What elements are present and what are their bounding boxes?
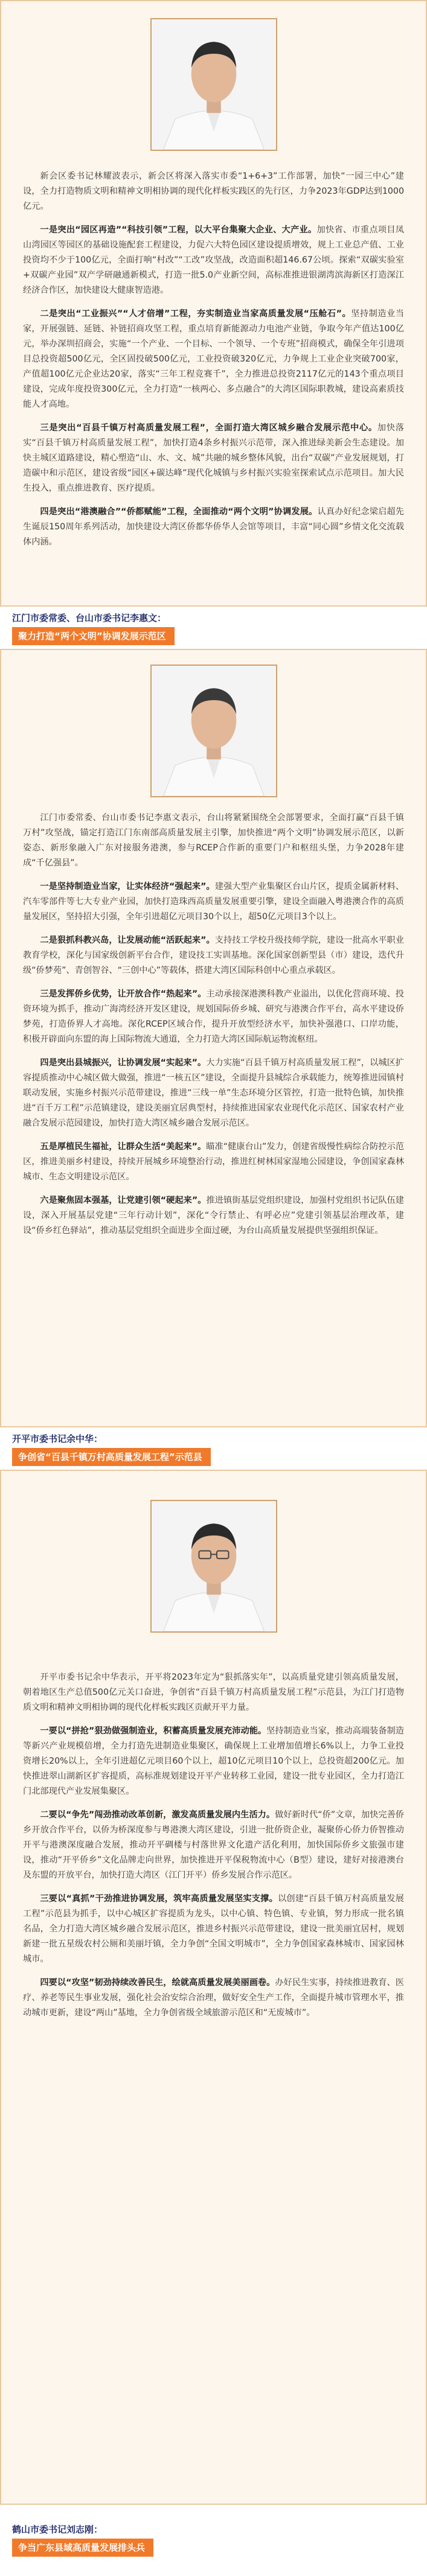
portrait-icon [152,19,276,150]
paragraph [23,1140,404,1185]
paragraph-body: 办好民生实事，持续推进教育、医疗、养老等民生事业发展，强化社会治安综合治理，做好安全生产工作，全面提升城市管理水平，推动城市更新，建设“两山”基地，全力争创省级全域旅游示范区和“无废城市”。 [23,1978,404,2018]
paragraph [23,1193,404,1239]
paragraph: 江门市委常委、台山市委书记李惠文表示，台山将紧紧围绕全会部署要求，全面打赢“百县千镇万村”攻坚战，锚定打造江门东南部高质量发展主引擎，加快推进“两个文明”协调发展示范区，以新姿态、新形象融入广东对接服务港澳，参与RCEP合作新的重要门户和枢纽头堡，力争2028年建成“千亿强县”。 [23,813,404,868]
paragraph-body: 坚持制造业当家，开展强链、延链、补链招商攻坚工程，重点培育新能源动力电池产业链，争取今年产值达100亿元，举办深圳招商会，实施“一个产业、一个目标、一个领导、一个专班”招商模式，确保全年引进项目总投资超500亿元，全区固投破500亿元，工业投资破320亿元，力争规上工业企业突破700家，产值超100亿元企业达20家，落实“三年工程竞赛千”，全力推进总投资2117亿元的143个重点项目建设，完成年度投资300亿元，全力打造“一核两心、多点融合”的大湾区国际职教城，建设高素质技能人才高地。 [23,309,404,409]
paragraph-lead: 五是厚植民生福祉，让群众生活“美起来”。 [40,1142,207,1152]
paragraph-lead: 二要以“争先”闯劲推动改革创新，激发高质量发展内生活力。 [40,1810,275,1820]
profile-card-3 [0,1470,427,2505]
paragraph-body: 坚持制造业当家，推动高端装备制造等新兴产业规模倍增，全力打造先进制造业集聚区，确保规上工业增加值增长6%以上，力争工业投资增长20%以上，全年引进超亿元项目60个以上，超10亿元项目10个以上，总投资超200亿元。加快推进翠山湖新区扩容提质，高标准规划建设开平产业转移工业园，建设一批专业园区，全力打造江门北部现代产业发展集聚区。 [23,1726,404,1796]
paragraph-body: 以创建“百县千镇万村高质量发展工程”示范县为抓手，以中心城区扩容提质为龙头，以中心镇、特色镇、专业镇，努力形成一批名镇名品，全力打造大湾区城乡融合发展示范区，推进乡村振兴示范带建设，建设一批美丽宜居村，规划新建一批五星级农村公厕和美丽圩镇，全力争创“全国文明城市”，全力争创国家森林城市、国家园林城市。 [23,1894,404,1964]
speaker-name: 开平市委书记余中华： [12,1433,103,1444]
paragraph [23,987,404,1047]
section-header-heshan [12,2523,153,2557]
paragraph [23,1808,404,1883]
paragraph-lead: 三是发挥侨乡优势，让开放合作“热起来”。 [40,989,207,999]
section-banner: 争创省“百县千镇万村高质量发展工程”示范县 [12,1448,211,1466]
paragraph-body: 认真办好纪念梁启超先生诞辰150周年系列活动，加快建设大湾区侨都华侨华人会馆等项目，丰富“同心圆”乡情文化交流载体内涵。 [23,507,404,547]
paragraph [23,1975,404,2021]
paragraph: 新会区委书记林耀波表示，新会区将深入落实市委“1+6+3”工作部署，加快“一园三中心”建设，全力打造物质文明和精神文明相协调的现代化样板实践区的先行区，力争2023年GDP达到1000亿元。 [23,171,404,211]
paragraph-body: 推进镇街基层党组织建设，加强村党组织书记队伍建设，深入开展基层党建“三年行动计划”，深化“令行禁止、有呼必应”党建引领基层治理改革，建设“侨乡红色驿站”，推动基层党组织全面进步全面过硬，为台山高质量发展提供坚强组织保证。 [23,1196,404,1235]
paragraph [23,421,404,496]
paragraph-body: 加快省、市重点项目凤山湾园区等园区的基础设施配套工程建设，力促六大特色园区建设提质增效，规上工业总产值、工业投资均不少于100亿元，全面打响“村改”“工改”攻坚战，改造面积超146.67公顷。探索“双碳实验室+双碳产业园”双产学研融通新模式，打造一批5.0产业新空间，高标准推进银湖湾滨海新区打造深江经济合作区，加快建设大健康智造港。 [23,225,404,295]
article-body-3 [23,1670,404,2029]
speaker-name: 江门市委常委、台山市委书记李惠文： [12,613,167,623]
section-banner: 聚力打造“两个文明”协调发展示范区 [12,627,175,645]
paragraph-lead: 二是狠抓科教兴岛，让发展动能“活跃起来”。 [40,936,215,945]
paragraph-lead: 四是突出“港澳融合”“侨都赋能”工程，全面推动“两个文明”协调发展。 [40,507,318,517]
article-body-2 [23,811,404,1247]
paragraph-lead: 三是突出“百县千镇万村高质量发展工程”，全面打造大湾区城乡融合发展示范中心。 [40,423,377,433]
profile-card-1 [0,0,427,607]
paragraph-lead: 四要以“攻坚”韧劲持续改善民生，绘就高质量发展美丽画卷。 [40,1978,275,1988]
portrait-photo-1 [150,18,277,151]
article-body-1 [23,169,404,558]
section-banner: 争当广东县域高质量发展排头兵 [12,2539,153,2557]
portrait-photo-2 [150,665,277,797]
paragraph [23,879,404,925]
section-header-taishan [12,611,175,645]
portrait-icon [152,1501,276,1631]
portrait-icon [152,666,276,796]
paragraph-lead: 三要以“真抓”干劲推进协调发展，筑牢高质量发展坚实支撑。 [40,1894,278,1904]
paragraph-lead: 二是突出“工业振兴”“人才倍增”工程，夯实制造业当家高质量发展“压舱石”。 [40,309,352,319]
paragraph [23,505,404,550]
paragraph [23,1892,404,1967]
paragraph [23,307,404,412]
paragraph-lead: 一是突出“园区再造”“科技引领”工程，以大平台集聚大企业、大产业。 [40,225,317,235]
paragraph-body: 支持技工学校升级技师学院，建设一批高水平职业教育学校，深化与国家级创新平台合作，建设技工实训基地。深化国家创新型县（市）建设，迭代升级“侨梦苑”、青创智谷、“三创中心”等载体，搭建大湾区国际科创中心重点承载区。 [23,936,404,975]
paragraph-body: 大力实施“百县千镇万村高质量发展工程”，以城区扩容提质推动中心城区做大做强，推进“一核五区”建设，全面提升县城综合承载能力，统筹推进园镇村联动发展，实施乡村振兴示范带建设，推进“三线一单”生态环境分区管控，打造一批特色镇，加快推进“百千万工程”示范镇建设，建设美丽宜居典型村，持续推进国家农业现代化示范区、国家农村产业融合发展示范园建设，加快打造大湾区城乡融合发展示范区。 [23,1058,404,1128]
paragraph-body: 加快落实“百县千镇万村高质量发展工程”，加快打造4条乡村振兴示范带，深入推进绿美新会生态建设。加快主城区道路建设，精心塑造“山、水、文、城”共融的城乡整体风貌，出台“双碳”产业发展规划，打造碳中和示范区，建设省级“园区+碳达峰”现代化城镇与乡村振兴实验室探索试点示范项目。加大民生投入，重点推进教育、医疗提质。 [23,423,404,493]
paragraph-body: 主动承接深港澳科教产业溢出，以优化营商环境、投资环境为抓手，推动广海湾经济开发区建设，规划国际侨乡城、研究与港澳合作平台，高水平建设侨梦苑，打造侨界人才高地。深化RCEP区域合作，提升开放型经济水平，加快补强港口、口岸功能，积极开辟面向东盟的海上国际物流大通道，全力打造大湾区国际航运物流枢纽。 [23,989,404,1044]
paragraph-body: 做好新时代“侨”文章，加快完善侨乡开放合作平台，以侨为桥深度参与粤港澳大湾区建设，引进一批侨资企业，凝聚侨心侨力侨智推动开平与港澳深度融合发展，推动开平碉楼与村落世界文化遗产活化利用，加快国际侨乡文旅强市建设，推动“开平侨乡”文化品牌走向世界，加快推进开平保税物流中心（B型）建设，建好对接港澳台及东盟的开放平台，加快打造大湾区（江门开平）侨乡发展合作示范区。 [23,1810,404,1880]
paragraph [23,1724,404,1799]
paragraph-lead: 一要以“拼抢”狠劲做强制造业，积蓄高质量发展充沛动能。 [40,1726,267,1736]
paragraph-lead: 一是坚持制造业当家，让实体经济“强起来”。 [40,882,215,891]
paragraph [23,223,404,298]
paragraph [23,933,404,978]
section-header-kaiping [12,1432,211,1466]
paragraph-body: 瞄准“健康台山”发力，创建省级慢性病综合防控示范区，推进美丽乡村建设，持续开展城乡环境整治行动，推进红树林国家湿地公园建设，争创国家森林城市、生态文明建设示范区。 [23,1142,404,1182]
portrait-photo-3 [150,1500,277,1633]
speaker-name: 鹤山市委书记刘志刚： [12,2524,103,2535]
paragraph-lead: 四是突出县城振兴，让协调发展“实起来”。 [40,1058,207,1068]
paragraph-lead: 六是聚焦固本强基，让党建引领“硬起来”。 [40,1196,207,1205]
paragraph-body: 建强大型产业集聚区台山片区，提质金属新材料、汽车零部件等七大专业产业园，加快打造珠西高质量发展重要引擎，建设全面融入粤港澳合作的高质量发展区，坚持招大引强，全年引进超亿元项目30个以上，超50亿元项目3个以上。 [23,882,404,922]
paragraph: 开平市委书记余中华表示，开平将2023年定为“狠抓落实年”，以高质量党建引领高质量发展，朝着地区生产总值500亿元关口奋进，争创省“百县千镇万村高质量发展工程”示范县，为江门打造物质文明和精神文明相协调的现代化样板实践区贡献开平力量。 [23,1672,404,1712]
profile-card-2 [0,649,427,1427]
paragraph [23,1056,404,1131]
